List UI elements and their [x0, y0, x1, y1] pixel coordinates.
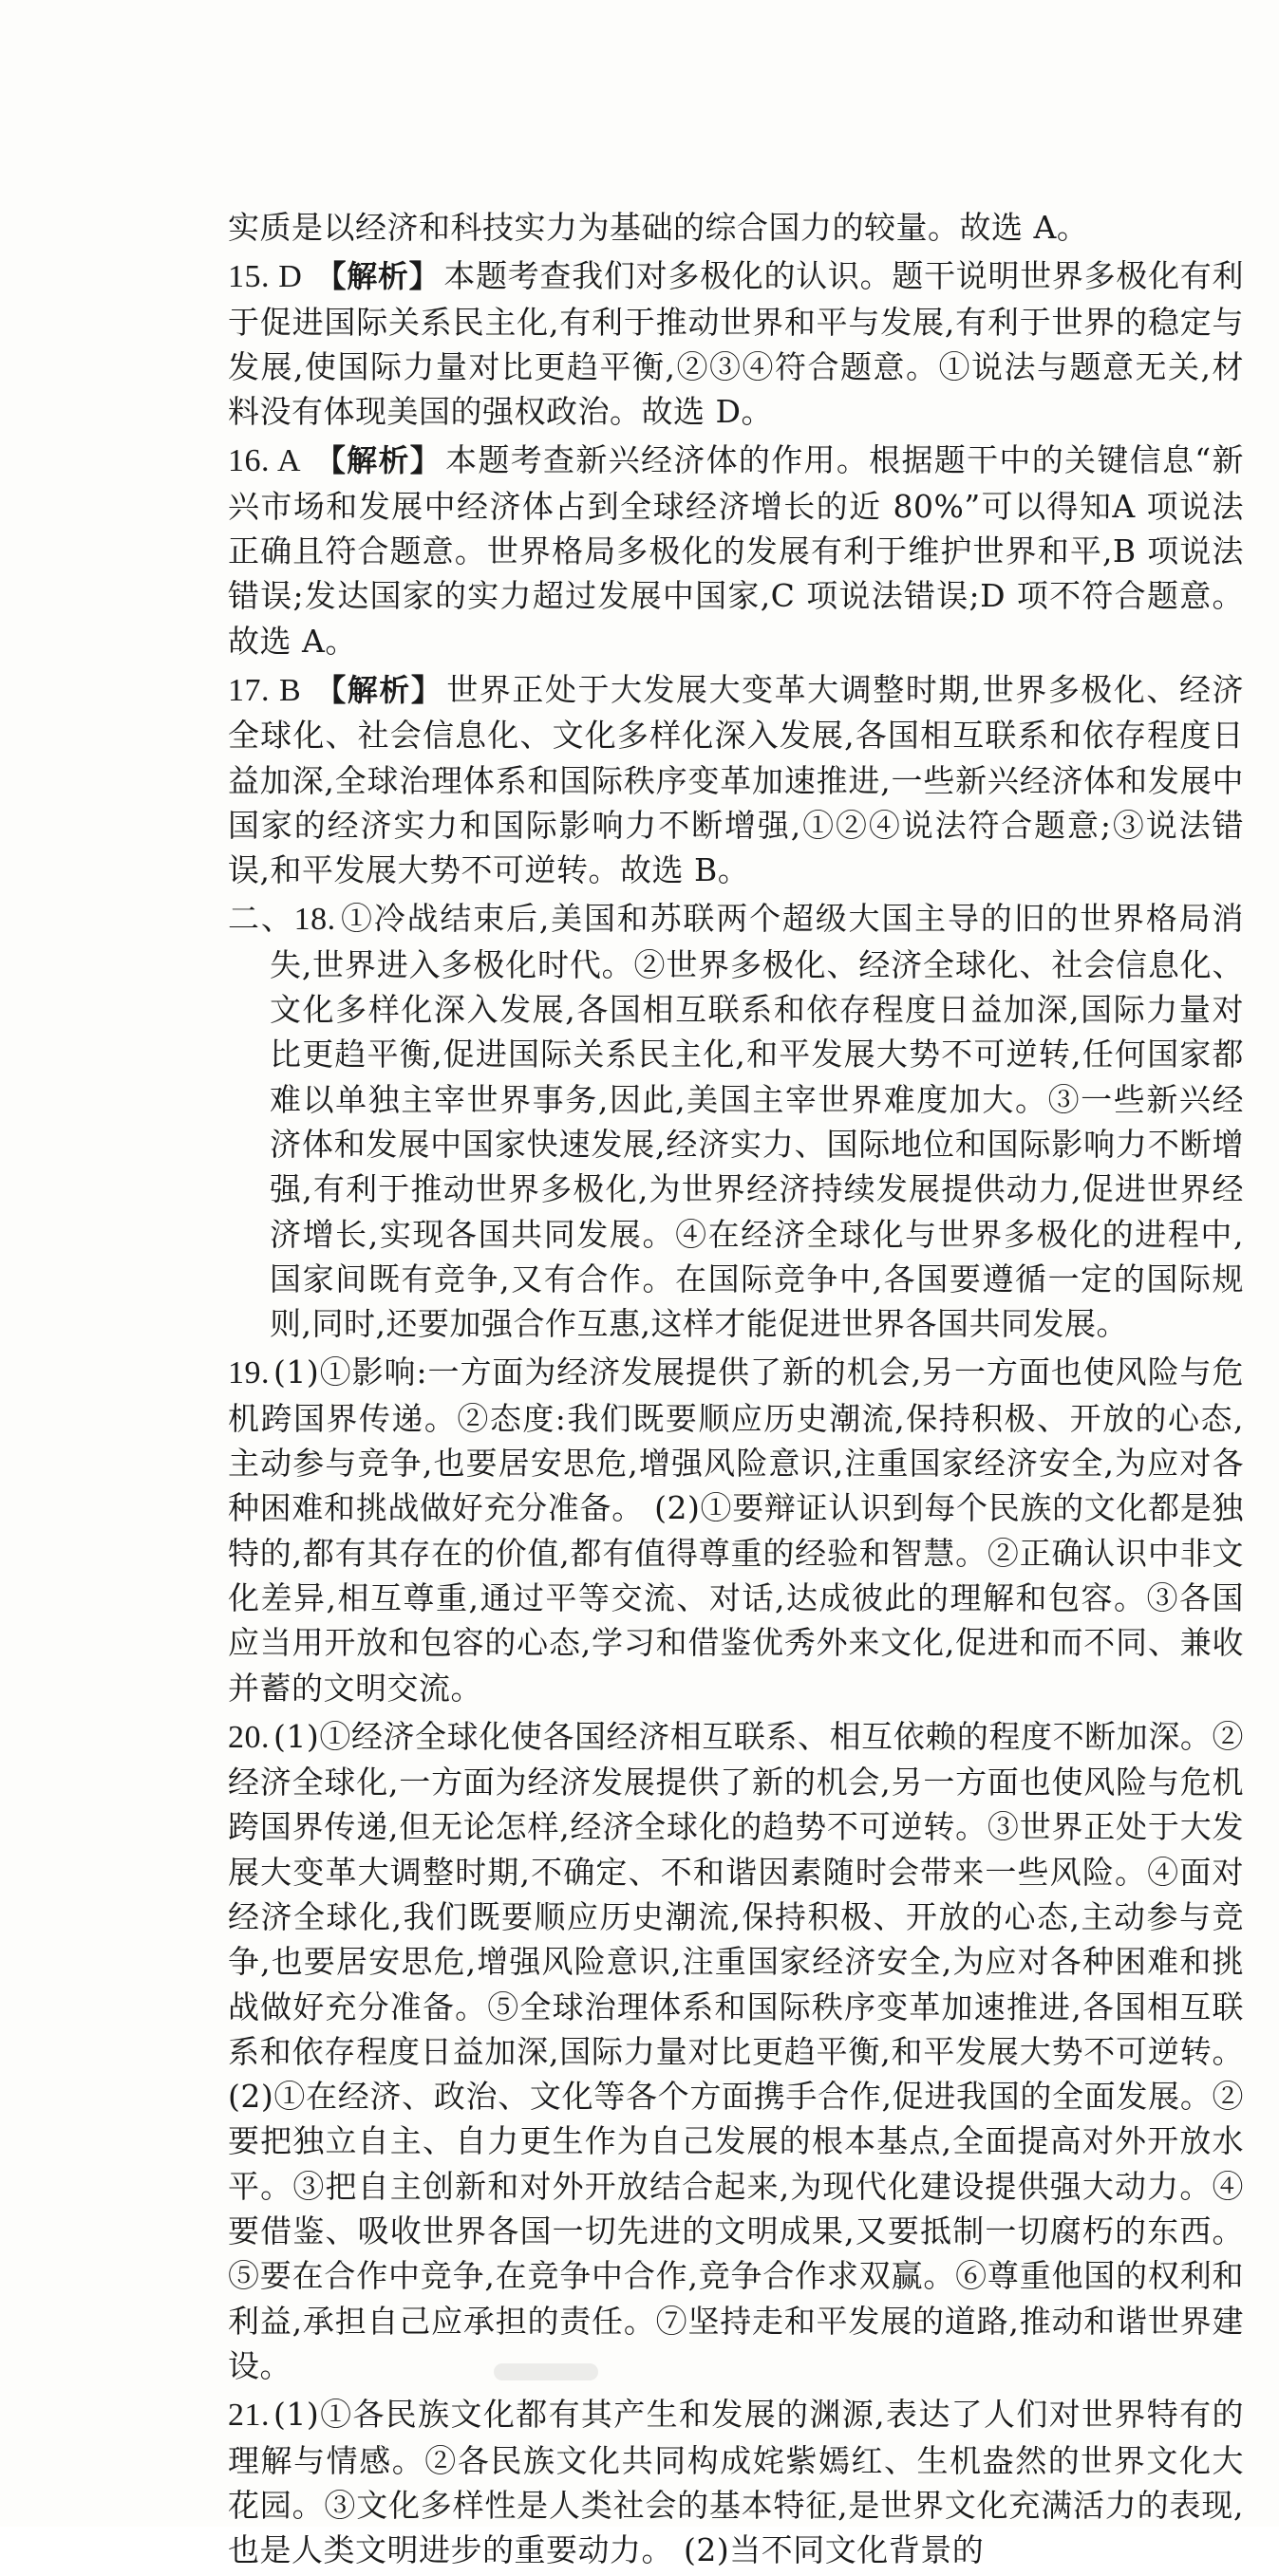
question-number: 21.: [228, 2398, 270, 2434]
question-number: 17. B: [228, 672, 302, 708]
paragraph-text: (1)①经济全球化使各国经济相互联系、相互依赖的程度不断加深。②经济全球化,一方面为经济发展提供了新的机会,另一方面也使风险与危机跨国界传递,但无论怎样,经济全球化的趋势不可逆转。③世界正处于大发展大变革大调整时期,不确定、不和谐因素随时会带来一些风险。④面对经济全球化,我们既要顺应历史潮流,保持积极、开放的心态,主动参与竞争,也要居安思危,增强风险意识,注重国家经济安全,为应对各种困难和挑战做好充分准备。⑤全球治理体系和国际秩序变革加速推进,各国相互联系和依存程度日益加深,国际力量对比更趋平衡,和平发展大势不可逆转。 (2)①在经济、政治、文化等各个方面携手合作,促进我国的全面发展。②要把独立自主、自力更生作为自己发展的根本基点,全面提高对外开放水平。③把自主创新和对外开放结合起来,为现代化建设提供强大动力。④要借鉴、吸收世界各国一切先进的文明成果,又要抵制一切腐朽的东西。⑤要在合作中竞争,在竞争中合作,竞争合作求双赢。⑥尊重他国的权利和利益,承担自己应承担的责任。⑦坚持走和平发展的道路,推动和谐世界建设。: [228, 1717, 1244, 2384]
question-number: 16. A: [228, 443, 301, 479]
question-number: 20.: [228, 1719, 270, 1755]
paragraph-q20: [228, 1714, 1244, 2388]
paragraph-text: 本题考查新兴经济体的作用。根据题干中的关键信息“新兴市场和发展中经济体占到全球经济增长的近 80%”可以得知A 项说法正确且符合题意。世界格局多极化的发展有利于维护世界和平,B 项说法错误;发达国家的实力超过发展中国家,C 项说法错误;D 项不符合题意。故选 A。: [228, 441, 1244, 660]
analysis-tag: 【解析】: [315, 258, 441, 295]
paragraph-text: 世界正处于大发展大变革大调整时期,世界多极化、经济全球化、社会信息化、文化多样化深入发展,各国相互联系和依存程度日益加深,全球治理体系和国际秩序变革加速推进,一些新兴经济体和发展中国家的经济实力和国际影响力不断增强,①②④说法符合题意;③说法错误,和平发展大势不可逆转。故选 B。: [228, 670, 1244, 889]
analysis-tag: 【解析】: [314, 671, 443, 708]
paragraph-text: 本题考查我们对多极化的认识。题干说明世界多极化有利于促进国际关系民主化,有利于推动世界和平与发展,有利于世界的稳定与发展,使国际力量对比更趋平衡,②③④符合题意。①说法与题意无关,材料没有体现美国的强权政治。故选 D。: [228, 257, 1244, 431]
paragraph-q19: [228, 1350, 1244, 1709]
answer-content: [228, 205, 1244, 2576]
paragraph-text: (1)①影响:一方面为经济发展提供了新的机会,另一方面也使风险与危机跨国界传递。②态度:我们既要顺应历史潮流,保持积极、开放的心态,主动参与竞争,也要居安思危,增强风险意识,注重国家经济安全,为应对各种困难和挑战做好充分准备。 (2)①要辩证认识到每个民族的文化都是独特的,都有其存在的价值,都有值得尊重的经验和智慧。②正确认识中非文化差异,相互尊重,通过平等交流、对话,达成彼此的理解和包容。③各国应当用开放和包容的心态,学习和借鉴优秀外来文化,促进和而不同、兼收并蓄的文明交流。: [228, 1353, 1244, 1707]
paragraph-text: (1)①各民族文化都有其产生和发展的渊源,表达了人们对世界特有的理解与情感。②各民族文化共同构成姹紫嫣红、生机盎然的世界文化大花园。③文化多样性是人类社会的基本特征,是世界文化充满活力的表现,也是人类文明进步的重要动力。 (2)当不同文化背景的: [228, 2396, 1244, 2569]
section-marker: 二、: [228, 900, 294, 938]
paragraph-q17: [228, 667, 1244, 892]
paragraph-text: 实质是以经济和科技实力为基础的综合国力的较量。故选 A。: [228, 209, 1089, 246]
paragraph-q15: [228, 253, 1244, 434]
question-number: 18.: [293, 902, 336, 938]
paragraph-q14-tail: [228, 205, 1244, 250]
paragraph-q18: [228, 896, 1244, 1346]
question-number: 19.: [228, 1355, 270, 1391]
paragraph-text: ①冷战结束后,美国和苏联两个超级大国主导的旧的世界格局消失,世界进入多极化时代。②世界多极化、经济全球化、社会信息化、文化多样化深入发展,各国相互联系和依存程度日益加深,国际力量对比更趋平衡,促进国际关系民主化,和平发展大势不可逆转,任何国家都难以单独主宰世界事务,因此,美国主宰世界难度加大。③一些新兴经济体和发展中国家快速发展,经济实力、国际地位和国际影响力不断增强,有利于推动世界多极化,为世界经济持续发展提供动力,促进世界经济增长,实现各国共同发展。④在经济全球化与世界多极化的进程中,国家间既有竞争,又有合作。在国际竞争中,各国要遵循一定的国际规则,同时,还要加强合作互惠,这样才能促进世界各国共同发展。: [270, 900, 1244, 1343]
paragraph-q21: [228, 2392, 1244, 2572]
question-number: 15. D: [228, 259, 303, 295]
scan-smudge: [494, 2363, 598, 2380]
paragraph-q16: [228, 438, 1244, 663]
analysis-tag: 【解析】: [314, 442, 442, 479]
